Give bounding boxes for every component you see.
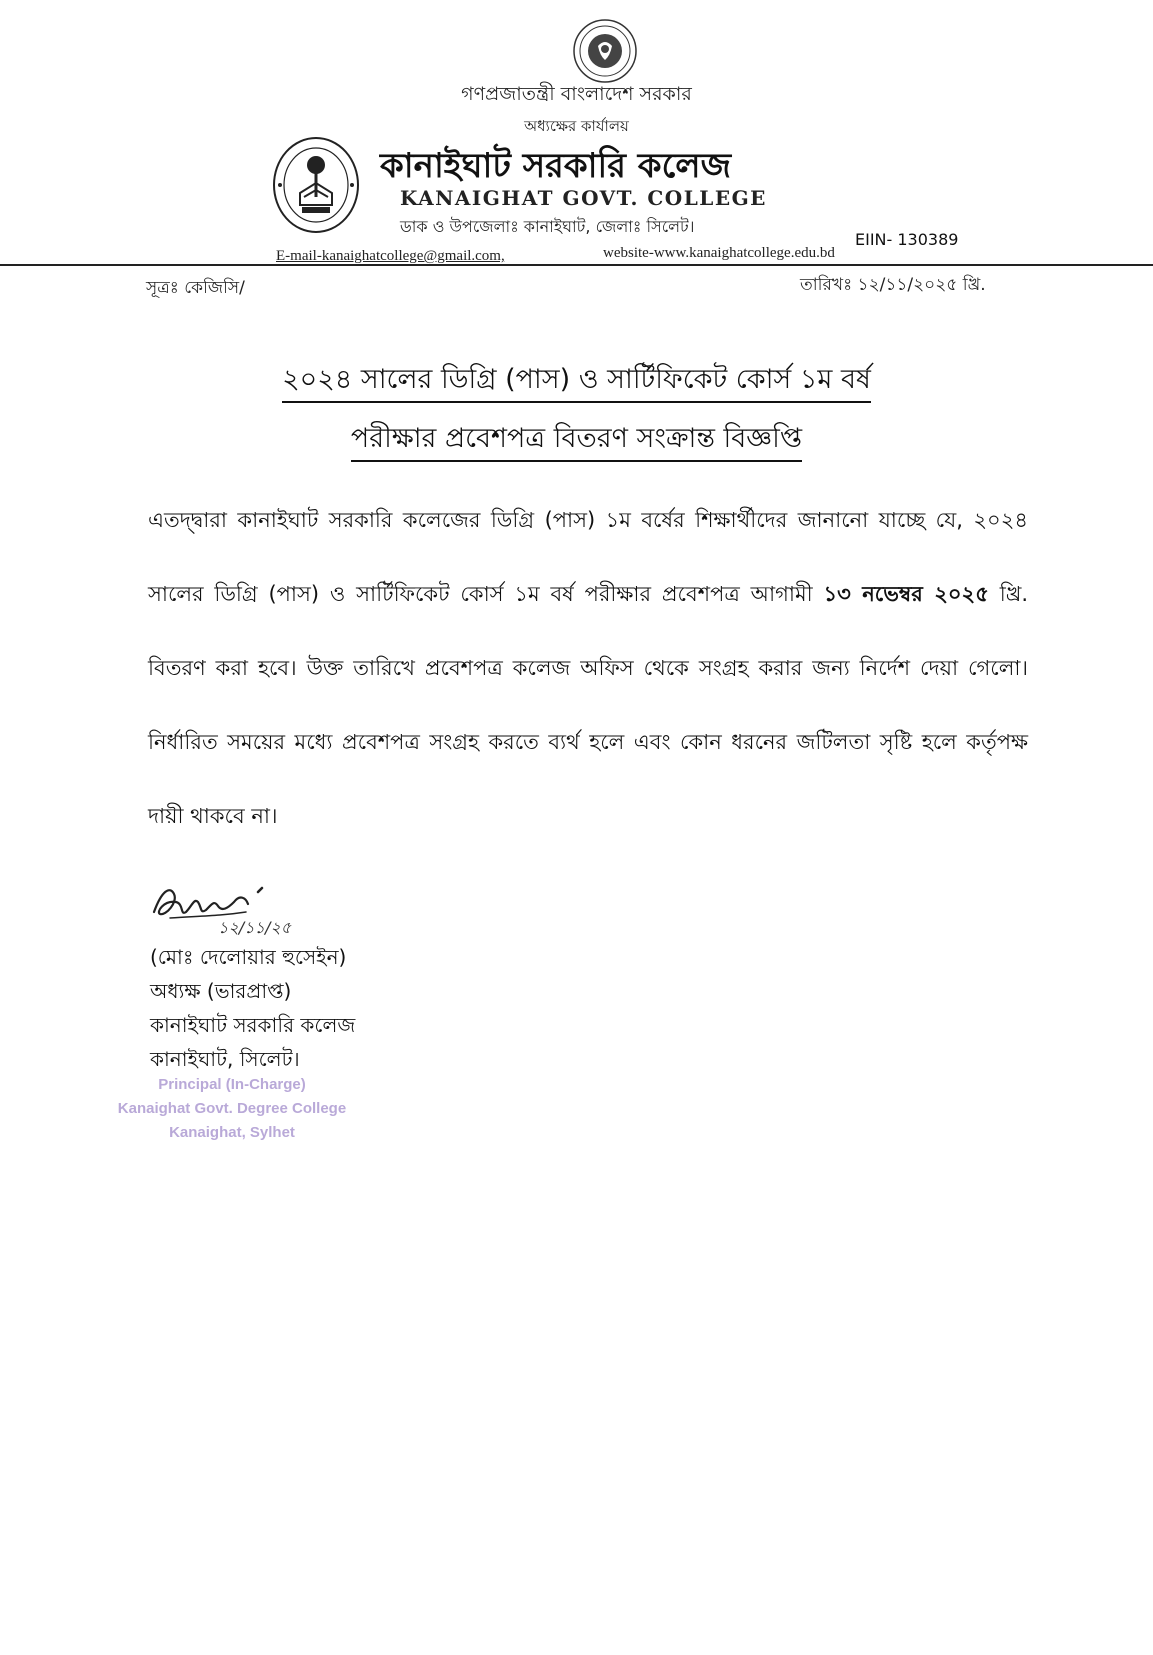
notice-body-part-1: এতদ্দ্বারা কানাইঘাট সরকারি কলেজের ডিগ্রি (পাস) ১ম বর্ষের শিক্ষার্থীদের জানানো যাচ্ছে যে, ২০২৪ সালের ডিগ্রি (পাস) ও সার্টিফিকেট কোর্স ১ম বর্ষ পরীক্ষার প্রবেশপত্র আগামী [148,508,1028,606]
notice-body-part-2: খ্রি. বিতরণ করা হবে। উক্ত তারিখে প্রবেশপত্র কলেজ অফিস থেকে সংগ্রহ করার জন্য নির্দেশ দেয়া গেলো। নির্ধারিত সময়ের মধ্যে প্রবেশপত্র সংগ্রহ করতে ব্যর্থ হলে এবং কোন ধরনের জটিলতা সৃষ্টি হলে কর্তৃপক্ষ দায়ী থাকবে না। [148,582,1028,828]
bangladesh-govt-seal-icon [572,18,638,84]
government-name: গণপ্রজাতন্ত্রী বাংলাদেশ সরকার [461,83,692,105]
email-link[interactable]: E-mail-kanaighatcollege@gmail.com, [276,248,505,264]
eiin-number: EIIN- 130389 [855,230,959,249]
notice-date: তারিখঃ ১২/১১/২০২৫ খ্রি. [800,275,986,295]
notice-title [0,362,1153,480]
signatory-location: কানাইঘাট, সিলেট। [150,1047,300,1071]
signatory-college: কানাইঘাট সরকারি কলেজ [150,1013,356,1037]
signature-date: ১২/১১/২৫ [218,918,292,937]
notice-title-line-1: ২০২৪ সালের ডিগ্রি (পাস) ও সার্টিফিকেট কোর্স ১ম বর্ষ [282,362,871,403]
college-address: ডাক ও উপজেলাঃ কানাইঘাট, জেলাঃ সিলেট। [400,217,695,236]
distribution-date: ১৩ নভেম্বর ২০২৫ [823,582,989,606]
memo-reference: সূত্রঃ কেজিসি/ [146,278,245,298]
notice-body [148,483,1028,853]
signatory-block [150,940,355,1076]
signatory-designation: অধ্যক্ষ (ভারপ্রাপ্ত) [150,979,292,1003]
website-link[interactable]: website-www.kanaighatcollege.edu.bd [603,245,835,261]
principal-stamp [112,1073,352,1145]
stamp-line-1: Principal (In-Charge) [158,1076,306,1093]
stamp-line-2: Kanaighat Govt. Degree College [117,1100,347,1117]
college-name-english: KANAIGHAT GOVT. COLLEGE [400,186,767,210]
college-logo-icon [270,135,362,235]
header-divider [0,264,1153,266]
notice-title-line-2: পরীক্ষার প্রবেশপত্র বিতরণ সংক্রান্ত বিজ্ঞপ্তি [351,421,802,462]
stamp-line-3: Kanaighat, Sylhet [169,1124,295,1141]
office-name: অধ্যক্ষের কার্যালয় [524,117,629,135]
college-name-bangla: কানাইঘাট সরকারি কলেজ [380,146,731,186]
signatory-name: (মোঃ দেলোয়ার হুসেইন) [150,945,347,969]
